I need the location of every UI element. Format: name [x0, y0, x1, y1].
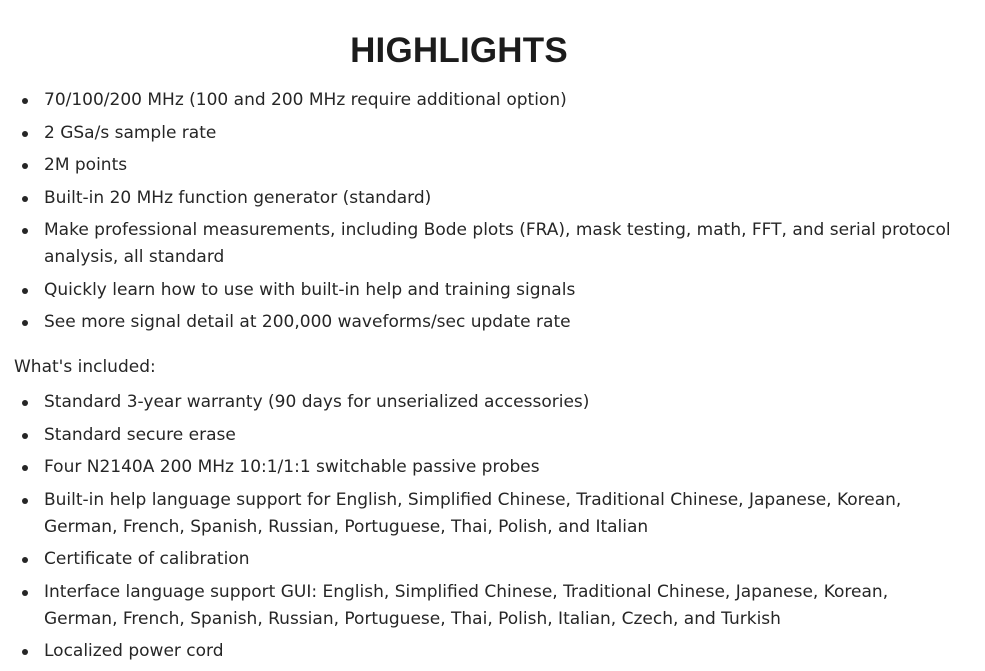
- list-item-text: Interface language support GUI: English, Simplified Chinese, Traditional Chinese, Japanese, Korean, German, French, Spanish, Russian, Portuguese, Thai, Polish, Italian, Czech, and Turkish: [44, 581, 889, 629]
- bullet-icon: [22, 498, 28, 504]
- bullet-icon: [22, 98, 28, 104]
- list-item: [0, 87, 960, 114]
- list-item: [0, 422, 960, 449]
- list-item: [0, 309, 960, 336]
- bullet-icon: [22, 163, 28, 169]
- bullet-icon: [22, 557, 28, 563]
- list-item-text: Quickly learn how to use with built-in help and training signals: [44, 279, 576, 300]
- bullet-icon: [22, 320, 28, 326]
- list-item-text: 70/100/200 MHz (100 and 200 MHz require additional option): [44, 90, 567, 110]
- list-item: [0, 277, 960, 304]
- list-item: [0, 454, 960, 481]
- list-item: [0, 185, 960, 212]
- list-item-text: Built-in 20 MHz function generator (standard): [44, 187, 432, 208]
- list-item: [0, 217, 960, 271]
- page-title: HIGHLIGHTS: [350, 31, 568, 70]
- list-item: [0, 389, 960, 416]
- bullet-icon: [22, 131, 28, 137]
- list-item-text: Certificate of calibration: [44, 549, 250, 569]
- list-item: [0, 120, 960, 147]
- bullet-icon: [22, 228, 28, 234]
- list-item: [0, 152, 960, 179]
- highlights-list: [0, 87, 960, 342]
- included-list: [0, 389, 960, 671]
- list-item-text: 2 GSa/s sample rate: [44, 122, 217, 143]
- bullet-icon: [22, 465, 28, 471]
- list-item-text: Standard 3-year warranty (90 days for unserialized accessories): [44, 392, 590, 412]
- list-item-text: Standard secure erase: [44, 424, 236, 445]
- list-item: [0, 546, 960, 573]
- list-item-text: Make professional measurements, including Bode plots (FRA), mask testing, math, FFT, and serial protocol analysis, all standard: [44, 220, 951, 267]
- included-heading: What's included:: [14, 357, 156, 377]
- list-item-text: 2M points: [44, 155, 128, 175]
- bullet-icon: [22, 288, 28, 294]
- list-item-text: Localized power cord: [44, 641, 224, 661]
- bullet-icon: [22, 196, 28, 202]
- bullet-icon: [22, 590, 28, 596]
- list-item: [0, 638, 960, 665]
- list-item-text: Built-in help language support for English, Simplified Chinese, Traditional Chinese, Japanese, Korean, German, French, Spanish, Russian, Portuguese, Thai, Polish, and Italian: [44, 489, 902, 537]
- bullet-icon: [22, 433, 28, 439]
- bullet-icon: [22, 400, 28, 406]
- bullet-icon: [22, 649, 28, 655]
- list-item: [0, 487, 960, 541]
- list-item-text: See more signal detail at 200,000 waveforms/sec update rate: [44, 312, 571, 332]
- list-item-text: Four N2140A 200 MHz 10:1/1:1 switchable passive probes: [44, 457, 540, 477]
- list-item: [0, 579, 960, 633]
